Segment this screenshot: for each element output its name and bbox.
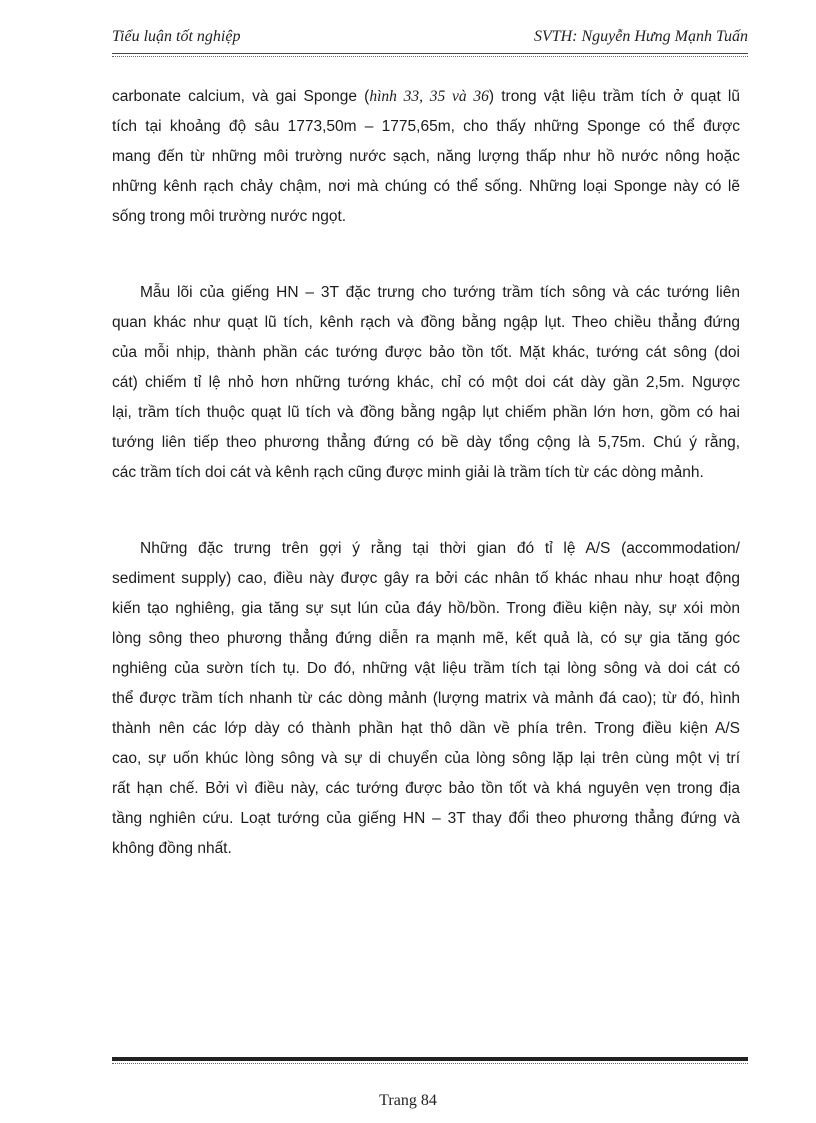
paragraph-line: Những đặc trưng trên gợi ý rằng tại thời gian đó tỉ lệ A/S (accommodation/ <box>140 540 740 557</box>
paragraph-gap <box>112 232 740 278</box>
paragraph-line: mang đến từ những môi trường nước sạch, năng lượng thấp như hồ nước nông hoặc <box>112 148 740 165</box>
text-run: carbonate calcium, và gai Sponge ( <box>112 88 370 105</box>
paragraph-line: thành nên các lớp dày có thành phần hạt thô dần về phía trên. Trong điều kiện A/S <box>112 720 740 737</box>
text-run: ) trong vật liệu trầm tích ở quạt lũ <box>488 88 740 105</box>
paragraph-gap <box>112 488 740 534</box>
paragraph-line: các trầm tích doi cát và kênh rạch cũng được minh giải là trầm tích từ các dòng mảnh. <box>112 464 704 481</box>
footer-rule <box>112 1057 748 1061</box>
paragraph-3 <box>112 534 740 864</box>
paragraph-line: tầng nghiên cứu. Loạt tướng của giếng HN – 3T thay đổi theo phương thẳng đứng và <box>112 810 740 827</box>
paragraph-1 <box>112 82 740 232</box>
paragraph-line: tướng liên tiếp theo phương thẳng đứng có bề dày tổng cộng là 5,75m. Chú ý rằng, <box>112 434 740 451</box>
paragraph-2 <box>112 278 740 488</box>
footer-rule-dotted <box>112 1063 748 1064</box>
paragraph-line: không đồng nhất. <box>112 840 232 857</box>
paragraph-line: Mẫu lõi của giếng HN – 3T đặc trưng cho tướng trầm tích sông và các tướng liên <box>140 284 740 301</box>
paragraph-line: sống trong môi trường nước ngọt. <box>112 208 347 225</box>
figure-reference: hình 33, 35 và 36 <box>369 88 489 105</box>
paragraph-line: kiến tạo nghiêng, gia tăng sự sụt lún của đáy hồ/bồn. Trong điều kiện này, sự xói mòn <box>112 600 740 617</box>
paragraph-line: nghiêng của sườn tích tụ. Do đó, những vật liệu trầm tích tại lòng sông và doi cát có <box>112 660 740 677</box>
paragraph-line: những kênh rạch chảy chậm, nơi mà chúng có thể sống. Những loại Sponge này có lẽ <box>112 178 740 195</box>
paragraph-line: sediment supply) cao, điều này được gây ra bởi các nhân tố khác nhau như hoạt động <box>112 570 740 587</box>
page-header <box>112 28 748 52</box>
body-text <box>112 82 740 864</box>
paragraph-line: cát) chiếm tỉ lệ nhỏ hơn những tướng khác, chỉ có một doi cát dày gần 2,5m. Ngược <box>112 374 740 391</box>
header-rule <box>112 53 748 57</box>
paragraph-line: tích tại khoảng độ sâu 1773,50m – 1775,65m, cho thấy những Sponge có thể được <box>112 118 740 135</box>
paragraph-line: thể được trầm tích nhanh từ các dòng mảnh (lượng matrix và mảnh đá cao); từ đó, hình <box>112 690 740 707</box>
paragraph-line: của mỗi nhịp, thành phần các tướng được bảo tồn tốt. Mặt khác, tướng cát sông (doi <box>112 344 740 361</box>
paragraph-line: cao, sự uốn khúc lòng sông và sự di chuyển của lòng sông lặp lại trên cùng một vị trí <box>112 750 740 767</box>
paragraph-line: lòng sông theo phương thẳng đứng diễn ra mạnh mẽ, kết quả là, có sự gia tăng góc <box>112 630 740 647</box>
paragraph-line <box>112 82 740 112</box>
paragraph-line: rất hạn chế. Bởi vì điều này, các tướng được bảo tồn tốt và khá nguyên vẹn trong địa <box>112 780 740 797</box>
paragraph-line: quan khác như quạt lũ tích, kênh rạch và đồng bằng ngập lụt. Theo chiều thẳng đứng <box>112 314 740 331</box>
page-number: Trang 84 <box>379 1092 437 1109</box>
paragraph-line: lại, trầm tích thuộc quạt lũ tích và đồng bằng ngập lụt chiếm phần lớn hơn, gồm có hai <box>112 404 740 421</box>
header-right-author: SVTH: Nguyễn Hưng Mạnh Tuấn <box>533 28 748 45</box>
header-left-title: Tiểu luận tốt nghiệp <box>112 28 241 45</box>
